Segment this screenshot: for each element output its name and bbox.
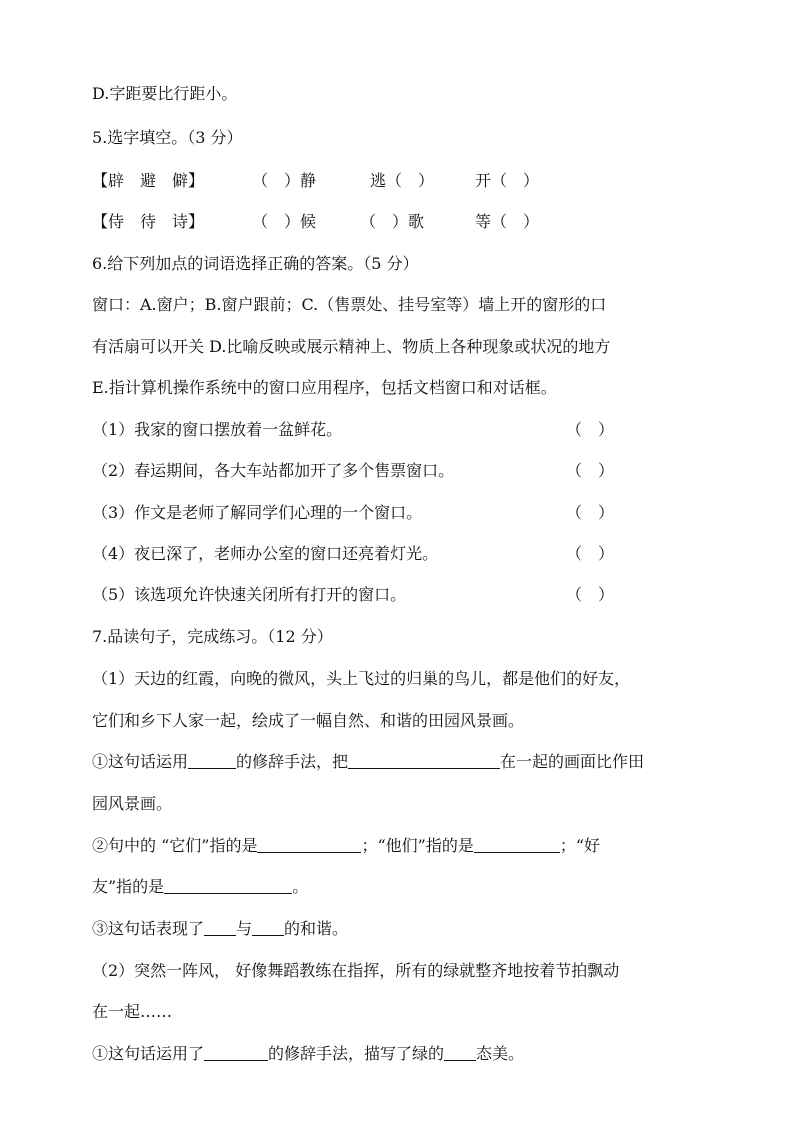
question-6-title: 6.给下列加点的词语选择正确的答案。（5 分） bbox=[92, 254, 419, 273]
q5-row-2-group: 【侍 待 诗】 bbox=[92, 212, 205, 231]
q6-item-3-answer: （ ） bbox=[566, 503, 615, 522]
definition-line-3: E.指计算机操作系统中的窗口应用程序，包括文档窗口和对话框。 bbox=[92, 378, 557, 397]
passage-2-line-1: （2）突然一阵风， 好像舞蹈教练在指挥，所有的绿就整齐地按着节拍飘动 bbox=[92, 961, 620, 980]
option-d-line: D.字距要比行距小。 bbox=[92, 84, 238, 103]
q6-item-2-text: （2）春运期间，各大车站都加开了多个售票窗口。 bbox=[92, 461, 455, 480]
q7-1-item-1-suffix: 在一起的画面比作田 bbox=[500, 752, 645, 771]
q5-row-2-blank-b: （ ）歌 bbox=[360, 212, 425, 231]
q5-row-2-blank-c: 等（ ） bbox=[475, 212, 540, 231]
q6-item-5-answer: （ ） bbox=[566, 585, 615, 604]
q7-1-item-3-suffix: 的和谐。 bbox=[284, 919, 349, 938]
q7-1-item-2-prefix: ②句中的 “它们”指的是 bbox=[92, 836, 258, 855]
q6-item-3 bbox=[92, 503, 704, 523]
q7-2-item-1-middle: 的修辞手法，描写了绿的 bbox=[268, 1044, 445, 1063]
q7-1-item-1-line-1 bbox=[92, 752, 644, 772]
q7-1-item-2-middle-2: ；“好 bbox=[559, 836, 601, 855]
q6-item-2 bbox=[92, 461, 704, 481]
q5-row-1-group: 【辟 避 僻】 bbox=[92, 171, 205, 190]
q7-1-item-2-line-1 bbox=[92, 836, 600, 856]
q5-row-1 bbox=[92, 171, 704, 191]
q7-2-item-1-suffix: 态美。 bbox=[476, 1044, 525, 1063]
q6-item-1-answer: （ ） bbox=[566, 420, 615, 439]
q5-row-1-blank-b: 逃（ ） bbox=[370, 171, 435, 190]
q7-1-item-3-middle: 与 bbox=[236, 919, 253, 938]
answer-blank[interactable] bbox=[252, 919, 284, 936]
q6-item-4-answer: （ ） bbox=[566, 544, 615, 563]
answer-blank[interactable] bbox=[348, 752, 500, 769]
q7-1-item-3-prefix: ③这句话表现了 bbox=[92, 919, 205, 938]
q6-item-4 bbox=[92, 544, 704, 564]
q7-1-item-1-prefix: ①这句话运用 bbox=[92, 752, 189, 771]
q5-row-1-blank-a: （ ）静 bbox=[252, 171, 317, 190]
answer-blank[interactable] bbox=[257, 836, 361, 853]
question-5-title: 5.选字填空。（3 分） bbox=[92, 128, 243, 147]
q7-1-item-2-line-2-suffix: 。 bbox=[292, 877, 309, 896]
answer-blank[interactable] bbox=[444, 1044, 476, 1061]
q6-item-3-text: （3）作文是老师了解同学们心理的一个窗口。 bbox=[92, 503, 423, 522]
q5-row-1-blank-c: 开（ ） bbox=[475, 171, 540, 190]
q6-item-2-answer: （ ） bbox=[566, 461, 615, 480]
passage-1-line-1: （1）天边的红霞，向晚的微风，头上飞过的归巢的鸟儿，都是他们的好友， bbox=[92, 669, 631, 688]
answer-blank[interactable] bbox=[204, 1044, 268, 1061]
q5-row-2-blank-a: （ ）候 bbox=[252, 212, 317, 231]
q6-item-5 bbox=[92, 585, 704, 605]
question-7-title: 7.品读句子，完成练习。（12 分） bbox=[92, 627, 333, 646]
q7-2-item-1-prefix: ①这句话运用了 bbox=[92, 1044, 205, 1063]
answer-blank[interactable] bbox=[474, 836, 560, 853]
definition-line-1: 窗口：A.窗户；B.窗户跟前；C.（售票处、挂号室等）墙上开的窗形的口 bbox=[92, 295, 607, 314]
q7-1-item-1-line-2: 园风景画。 bbox=[92, 794, 173, 813]
q7-1-item-2-line-2-prefix: 友”指的是 bbox=[92, 877, 165, 896]
answer-blank[interactable] bbox=[204, 919, 236, 936]
q6-item-1 bbox=[92, 420, 704, 440]
answer-blank[interactable] bbox=[188, 752, 236, 769]
q7-2-item-1 bbox=[92, 1044, 524, 1064]
q6-item-5-text: （5）该选项允许快速关闭所有打开的窗口。 bbox=[92, 585, 407, 604]
q6-item-1-text: （1）我家的窗口摆放着一盆鲜花。 bbox=[92, 420, 343, 439]
q5-row-2 bbox=[92, 212, 704, 232]
definition-line-2: 有活扇可以开关 D.比喻反映或展示精神上、物质上各种现象或状况的地方 bbox=[92, 337, 611, 356]
q7-1-item-3 bbox=[92, 919, 348, 939]
q7-1-item-1-middle: 的修辞手法，把 bbox=[236, 752, 349, 771]
answer-blank[interactable] bbox=[164, 877, 292, 894]
passage-2-line-2: 在一起…… bbox=[92, 1002, 173, 1021]
passage-1-line-2: 它们和乡下人家一起，绘成了一幅自然、和谐的田园风景画。 bbox=[92, 711, 525, 730]
q7-1-item-2-line-2 bbox=[92, 877, 308, 897]
q7-1-item-2-middle-1: ；“他们”指的是 bbox=[361, 836, 474, 855]
q6-item-4-text: （4）夜已深了，老师办公室的窗口还亮着灯光。 bbox=[92, 544, 439, 563]
